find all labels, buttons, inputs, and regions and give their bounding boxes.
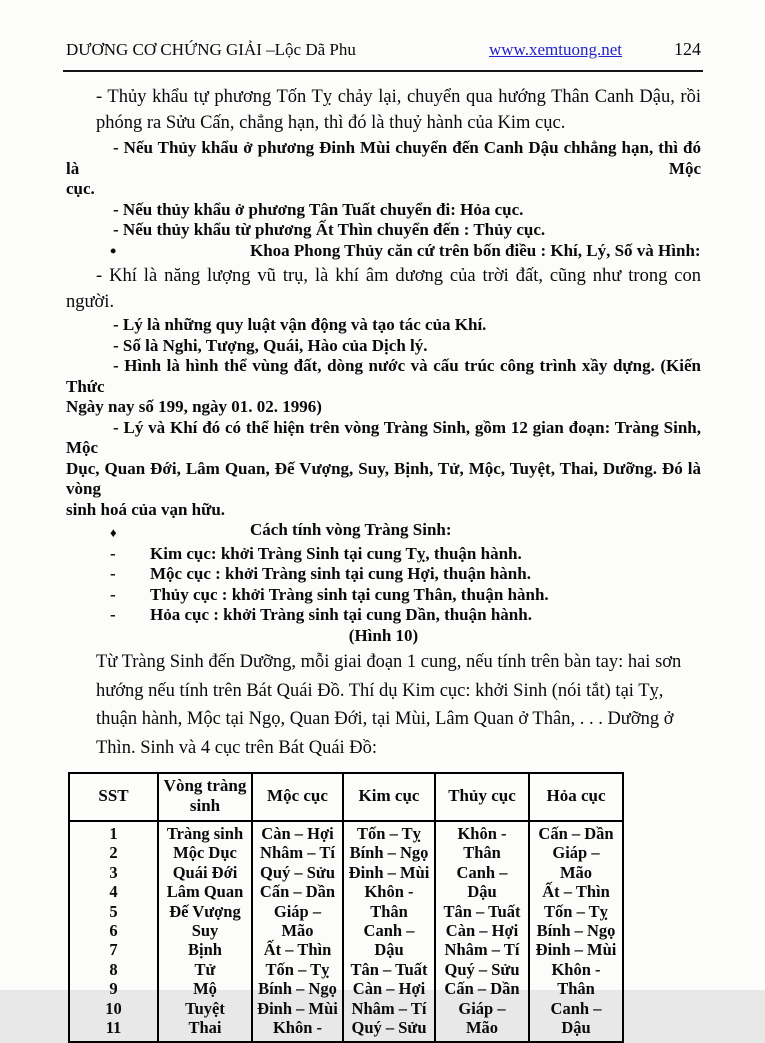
header-divider [63,70,703,72]
paragraph-so: - Số là Nghi, Tượng, Quái, Hào của Dịch lý. [113,335,428,355]
table-header-row [69,773,623,821]
bullet-heading-text: Cách tính vòng Tràng Sinh: [250,520,452,539]
col-header-kim-cuc: Kim cục [343,773,435,821]
paragraph-tu-trang-sinh [96,648,701,762]
dash-bullet-icon: - [110,584,116,604]
bullet-heading-cach-tinh [66,520,701,544]
trang-sinh-cuc-table [68,772,624,1043]
paragraph-hoa-cuc: - Nếu thủy khẩu ở phương Tân Tuất chuyển đi: Hỏa cục. [113,199,524,219]
text-line: Dục, Quan Đới, Lâm Quan, Đế Vượng, Suy, Bịnh, Tử, Mộc, Tuyệt, Thai, Dưỡng. Đó là vòng [66,458,701,498]
dash-bullet-icon: - [110,543,116,563]
bullet-icon: • [110,240,117,261]
diamond-bullet-icon: ♦ [110,525,117,540]
paragraph-moc-cuc [66,138,701,200]
col-hoa-cuc: Cấn – Dần Giáp – Mão Ất – Thìn Tốn – Tỵ Bính – Ngọ Đinh – Mùi Khôn - Thân Canh – Dậu [529,821,623,1042]
list-item-text: Thủy cục : khởi Tràng sinh tại cung Thân, thuận hành. [150,584,549,604]
text-line: sinh hoá của vạn hữu. [66,499,226,519]
col-moc-cuc: Càn – Hợi Nhâm – Tí Quý – Sửu Cấn – Dần Giáp – Mão Ất – Thìn Tốn – Tỵ Bính – Ngọ Đinh – Mùi Khôn - [252,821,343,1042]
bullet-heading-khoa-phong-thuy [66,241,701,262]
paragraph-thuy-khau-kim-cuc [96,84,701,136]
dash-bullet-icon: - [110,564,116,583]
text-line: hướng nếu tính trên Bát Quái Đồ. Thí dụ Kim cục: khởi Sinh (nói tắt) tại Tỵ, [96,680,664,701]
list-item-text: Hỏa cục : khởi Tràng sinh tại cung Dần, thuận hành. [150,605,532,624]
text-line: Thìn. Sinh và 4 cục trên Bát Quái Đồ: [96,737,378,758]
list-item-thuy-cuc [110,585,701,606]
page-number: 124 [674,39,701,59]
col-thuy-cuc: Khôn - Thân Canh – Dậu Tân – Tuất Càn – Hợi Nhâm – Tí Quý – Sửu Cấn – Dần Giáp – Mão [435,821,529,1042]
col-kim-cuc: Tốn – Tỵ Bính – Ngọ Đinh – Mùi Khôn - Thân Canh – Dậu Tân – Tuất Càn – Hợi Nhâm – Tí Quý – Sửu [343,821,435,1042]
website-link[interactable]: www.xemtuong.net [489,40,622,59]
document-title: DƯƠNG CƠ CHỨNG GIẢI –Lộc Dã Phu [66,40,356,59]
paragraph-hinh [66,356,701,418]
header-right [489,38,701,61]
bullet-heading-text: Khoa Phong Thủy căn cứ trên bốn điều : Khí, Lý, Số và Hình: [250,240,701,260]
text-line: - Lý và Khí đó có thể hiện trên vòng Tràng Sinh, gồm 12 gian đoạn: Tràng Sinh, Mộc [66,417,701,457]
col-header-thuy-cuc: Thủy cục [435,773,529,821]
list-item-text: Mộc cục : khởi Tràng sinh tại cung Hợi, thuận hành. [150,564,531,583]
text-line: người. [66,292,115,312]
col-vong-trang-sinh: Tràng sinh Mộc Dục Quái Đới Lâm Quan Đế Vượng Suy Bịnh Tử Mộ Tuyệt Thai [158,821,252,1042]
text-line: - Khí là năng lượng vũ trụ, là khí âm dương của trời đất, cũng như trong con [96,266,701,286]
dash-bullet-icon: - [110,605,116,624]
text-line: phóng ra Sửu Cấn, chẳng hạn, thì đó là thuỷ hành của Kim cục. [96,113,566,133]
text-line: Ngày nay số 199, ngày 01. 02. 1996) [66,397,322,416]
list-item-kim-cuc [110,544,701,565]
list-item-hoa-cuc [110,605,701,626]
col-header-vong-trang-sinh: Vòng tràng sinh [158,773,252,821]
col-header-hoa-cuc: Hỏa cục [529,773,623,821]
col-header-sst: SST [69,773,158,821]
text-line: Từ Tràng Sinh đến Dưỡng, mỗi giai đoạn 1 cung, nếu tính trên bàn tay: hai sơn [96,652,682,672]
text-line: - Hình là hình thể vùng đất, dòng nước và cấu trúc công trình xầy dựng. (Kiến Thức [66,356,701,396]
list-item-moc-cuc [110,564,701,585]
figure-caption: (Hình 10) [348,625,419,645]
paragraph-ly: - Lý là những quy luật vận động và tạo tác của Khí. [113,315,487,334]
table-body-row [69,821,623,1042]
text-line: - Thủy khẩu tự phương Tốn Tỵ chảy lại, chuyển qua hướng Thân Canh Dậu, rồi [96,87,701,107]
text-line: cục. [66,179,95,198]
col-sst: 1 2 3 4 5 6 7 8 9 10 11 [69,821,158,1042]
text-line: thuận hành, Mộc tại Ngọ, Quan Đới, tại Mùi, Lâm Quan ở Thân, . . . Dưỡng ở [96,709,674,729]
page-header [66,38,701,61]
col-header-moc-cuc: Mộc cục [252,773,343,821]
paragraph-thuy-cuc: - Nếu thủy khẩu từ phương Ất Thìn chuyển đến : Thủy cục. [113,220,546,239]
paragraph-ly-va-khi [66,418,701,521]
text-line: - Nếu Thủy khẩu ở phương Đinh Mùi chuyển đến Canh Dậu chhẳng hạn, thì đó là Mộc [66,138,701,178]
list-item-text: Kim cục: khởi Tràng Sinh tại cung Tỵ, thuận hành. [150,543,522,563]
paragraph-khi [66,263,701,315]
